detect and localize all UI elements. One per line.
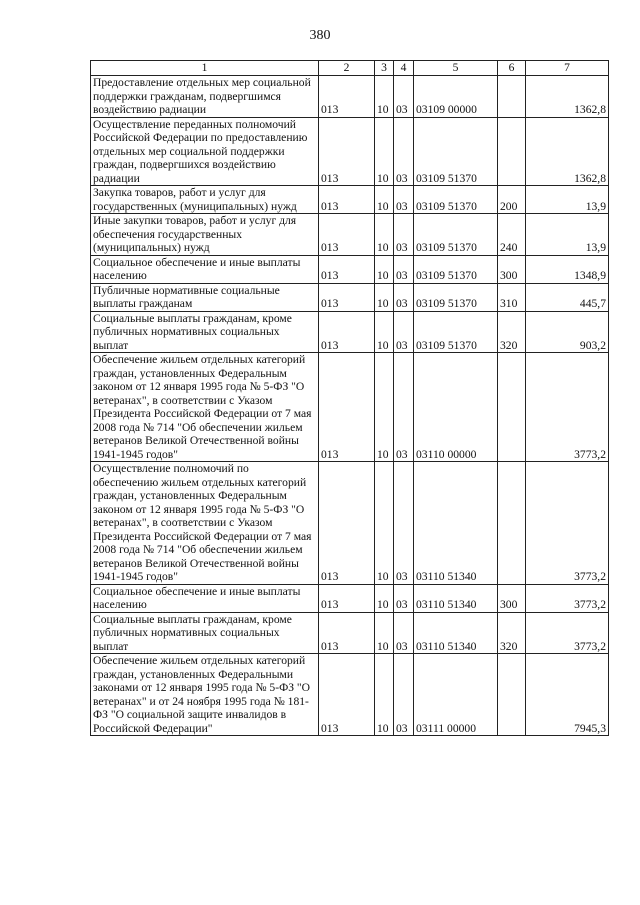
row-article-cell: 03109 51370 [414, 283, 498, 311]
row-code-cell: 013 [319, 186, 375, 214]
row-code-cell: 013 [319, 311, 375, 353]
header-col-4: 4 [394, 61, 414, 76]
table-row [91, 283, 609, 311]
row-subsection-cell: 03 [394, 255, 414, 283]
row-name-cell: Предоставление отдельных мер социальной поддержки гражданам, подвергшимся воздействию радиации [91, 76, 319, 118]
row-subsection-cell: 03 [394, 311, 414, 353]
row-sum-cell: 3773,2 [526, 612, 609, 654]
row-type-cell [498, 654, 526, 736]
row-section-cell: 10 [375, 117, 394, 186]
row-code-cell: 013 [319, 612, 375, 654]
row-type-cell [498, 76, 526, 118]
header-col-7: 7 [526, 61, 609, 76]
row-code-cell: 013 [319, 584, 375, 612]
row-code-cell: 013 [319, 117, 375, 186]
row-article-cell: 03109 51370 [414, 311, 498, 353]
row-sum-cell: 3773,2 [526, 462, 609, 585]
row-article-cell: 03111 00000 [414, 654, 498, 736]
row-name-cell: Иные закупки товаров, работ и услуг для обеспечения государственных (муниципальных) нужд [91, 214, 319, 256]
row-section-cell: 10 [375, 186, 394, 214]
row-article-cell: 03110 51340 [414, 462, 498, 585]
table-row [91, 584, 609, 612]
row-article-cell: 03109 51370 [414, 255, 498, 283]
row-sum-cell: 13,9 [526, 214, 609, 256]
row-name-cell: Осуществление переданных полномочий Российской Федерации по предоставлению отдельных мер социальной поддержки граждан, подвергшихся воздействию радиации [91, 117, 319, 186]
row-subsection-cell: 03 [394, 186, 414, 214]
page-number: 380 [309, 28, 331, 43]
row-section-cell: 10 [375, 214, 394, 256]
row-name-cell: Социальное обеспечение и иные выплаты населению [91, 584, 319, 612]
table-row [91, 214, 609, 256]
header-col-1: 1 [91, 61, 319, 76]
row-sum-cell: 1348,9 [526, 255, 609, 283]
header-col-6: 6 [498, 61, 526, 76]
row-subsection-cell: 03 [394, 462, 414, 585]
row-article-cell: 03110 51340 [414, 612, 498, 654]
row-section-cell: 10 [375, 612, 394, 654]
row-code-cell: 013 [319, 462, 375, 585]
row-article-cell: 03110 00000 [414, 353, 498, 462]
row-type-cell [498, 462, 526, 585]
row-article-cell: 03109 51370 [414, 214, 498, 256]
row-subsection-cell: 03 [394, 584, 414, 612]
row-article-cell: 03109 51370 [414, 117, 498, 186]
row-code-cell: 013 [319, 654, 375, 736]
row-article-cell: 03110 51340 [414, 584, 498, 612]
row-article-cell: 03109 00000 [414, 76, 498, 118]
row-article-cell: 03109 51370 [414, 186, 498, 214]
row-type-cell: 320 [498, 612, 526, 654]
row-section-cell: 10 [375, 584, 394, 612]
table-row [91, 117, 609, 186]
row-section-cell: 10 [375, 311, 394, 353]
table-row [91, 654, 609, 736]
row-section-cell: 10 [375, 255, 394, 283]
row-subsection-cell: 03 [394, 117, 414, 186]
header-col-5: 5 [414, 61, 498, 76]
row-type-cell [498, 117, 526, 186]
row-sum-cell: 1362,8 [526, 76, 609, 118]
row-type-cell: 200 [498, 186, 526, 214]
header-col-2: 2 [319, 61, 375, 76]
row-code-cell: 013 [319, 353, 375, 462]
table-row [91, 311, 609, 353]
row-section-cell: 10 [375, 353, 394, 462]
row-code-cell: 013 [319, 255, 375, 283]
row-sum-cell: 1362,8 [526, 117, 609, 186]
row-type-cell: 300 [498, 584, 526, 612]
row-type-cell: 310 [498, 283, 526, 311]
table-row [91, 612, 609, 654]
row-section-cell: 10 [375, 76, 394, 118]
budget-table [90, 60, 609, 736]
row-name-cell: Осуществление полномочий по обеспечению жильем отдельных категорий граждан, установленных Федеральным законом от 12 января 1995 года № 5-ФЗ "О ветеранах", в соответствии с Указом Президента Российской Федерации от 7 мая 2008 года № 714 "Об обеспечении жильем ветеранов Великой Отечественной войны 1941-1945 годов" [91, 462, 319, 585]
row-section-cell: 10 [375, 462, 394, 585]
row-subsection-cell: 03 [394, 214, 414, 256]
table-row [91, 255, 609, 283]
row-sum-cell: 445,7 [526, 283, 609, 311]
row-subsection-cell: 03 [394, 654, 414, 736]
row-type-cell: 300 [498, 255, 526, 283]
row-sum-cell: 7945,3 [526, 654, 609, 736]
table-row [91, 186, 609, 214]
table-row [91, 353, 609, 462]
row-subsection-cell: 03 [394, 612, 414, 654]
row-subsection-cell: 03 [394, 76, 414, 118]
header-col-3: 3 [375, 61, 394, 76]
row-sum-cell: 13,9 [526, 186, 609, 214]
row-name-cell: Публичные нормативные социальные выплаты гражданам [91, 283, 319, 311]
row-name-cell: Обеспечение жильем отдельных категорий граждан, установленных Федеральным законом от 12 января 1995 года № 5-ФЗ "О ветеранах", в соответствии с Указом Президента Российской Федерации от 7 мая 2008 года № 714 "Об обеспечении жильем ветеранов Великой Отечественной войны 1941-1945 годов" [91, 353, 319, 462]
row-code-cell: 013 [319, 283, 375, 311]
table-row [91, 76, 609, 118]
row-sum-cell: 3773,2 [526, 353, 609, 462]
row-name-cell: Закупка товаров, работ и услуг для государственных (муниципальных) нужд [91, 186, 319, 214]
row-name-cell: Социальные выплаты гражданам, кроме публичных нормативных социальных выплат [91, 612, 319, 654]
row-name-cell: Социальные выплаты гражданам, кроме публичных нормативных социальных выплат [91, 311, 319, 353]
row-code-cell: 013 [319, 76, 375, 118]
row-code-cell: 013 [319, 214, 375, 256]
row-subsection-cell: 03 [394, 283, 414, 311]
header-row [91, 61, 609, 76]
table-row [91, 462, 609, 585]
row-type-cell: 240 [498, 214, 526, 256]
row-sum-cell: 903,2 [526, 311, 609, 353]
row-name-cell: Социальное обеспечение и иные выплаты населению [91, 255, 319, 283]
row-type-cell [498, 353, 526, 462]
row-subsection-cell: 03 [394, 353, 414, 462]
row-section-cell: 10 [375, 654, 394, 736]
row-name-cell: Обеспечение жильем отдельных категорий граждан, установленных Федеральными законами от 12 января 1995 года № 5-ФЗ "О ветеранах" и от 24 ноября 1995 года № 181-ФЗ "О социальной защите инвалидов в Российской Федерации" [91, 654, 319, 736]
row-section-cell: 10 [375, 283, 394, 311]
row-sum-cell: 3773,2 [526, 584, 609, 612]
row-type-cell: 320 [498, 311, 526, 353]
